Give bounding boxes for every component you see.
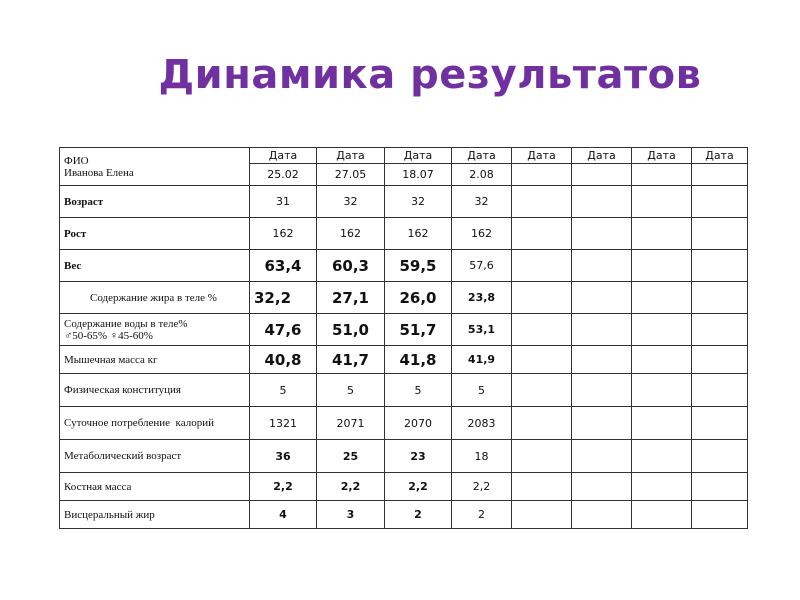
row-label-calories: Суточное потребление калорий bbox=[60, 407, 250, 440]
water-value: 47,6 bbox=[250, 314, 317, 346]
metabolic-age-value: 23 bbox=[385, 440, 452, 473]
calories-value: 2083 bbox=[452, 407, 512, 440]
table-row bbox=[60, 314, 748, 346]
age-value: 31 bbox=[250, 186, 317, 218]
date-header: Дата bbox=[452, 148, 512, 164]
page-title: Динамика результатов bbox=[158, 52, 702, 98]
calories-value: 1321 bbox=[250, 407, 317, 440]
weight-value: 59,5 bbox=[385, 250, 452, 282]
age-value: 32 bbox=[317, 186, 385, 218]
row-label-metabolic-age: Метаболический возраст bbox=[60, 440, 250, 473]
visceral-value: 3 bbox=[317, 501, 385, 529]
constitution-value: 5 bbox=[250, 374, 317, 407]
weight-value: 63,4 bbox=[250, 250, 317, 282]
constitution-value: 5 bbox=[317, 374, 385, 407]
row-label-bone: Костная масса bbox=[60, 473, 250, 501]
fat-value: 27,1 bbox=[317, 282, 385, 314]
table-row bbox=[60, 374, 748, 407]
date-header: Дата bbox=[572, 148, 632, 164]
fat-value: 32,2 bbox=[250, 282, 317, 314]
row-label-fat: Содержание жира в теле % bbox=[60, 282, 250, 314]
row-label-visceral: Висцеральный жир bbox=[60, 501, 250, 529]
table-row bbox=[60, 440, 748, 473]
date-header: Дата bbox=[512, 148, 572, 164]
date-header: Дата bbox=[317, 148, 385, 164]
weight-value: 60,3 bbox=[317, 250, 385, 282]
visceral-value: 2 bbox=[452, 501, 512, 529]
visceral-value: 4 bbox=[250, 501, 317, 529]
calories-value: 2070 bbox=[385, 407, 452, 440]
height-value: 162 bbox=[452, 218, 512, 250]
table-row bbox=[60, 473, 748, 501]
date-value: 27.05 bbox=[317, 164, 385, 186]
height-value: 162 bbox=[385, 218, 452, 250]
row-label-weight: Вес bbox=[60, 250, 250, 282]
visceral-value: 2 bbox=[385, 501, 452, 529]
table-row bbox=[60, 501, 748, 529]
date-value: 18.07 bbox=[385, 164, 452, 186]
height-value: 162 bbox=[317, 218, 385, 250]
water-value: 51,0 bbox=[317, 314, 385, 346]
water-label-line2: ♂50-65% ♀45-60% bbox=[64, 329, 153, 342]
constitution-value: 5 bbox=[452, 374, 512, 407]
table-row bbox=[60, 407, 748, 440]
fio-cell bbox=[60, 148, 250, 186]
muscle-value: 41,8 bbox=[385, 346, 452, 374]
table-row bbox=[60, 282, 748, 314]
date-value: 2.08 bbox=[452, 164, 512, 186]
bone-value: 2,2 bbox=[385, 473, 452, 501]
date-value: 25.02 bbox=[250, 164, 317, 186]
row-label-age: Возраст bbox=[60, 186, 250, 218]
fat-value: 26,0 bbox=[385, 282, 452, 314]
date-header: Дата bbox=[250, 148, 317, 164]
table-row bbox=[60, 186, 748, 218]
bone-value: 2,2 bbox=[317, 473, 385, 501]
row-label-height: Рост bbox=[60, 218, 250, 250]
calories-value: 2071 bbox=[317, 407, 385, 440]
bone-value: 2,2 bbox=[250, 473, 317, 501]
muscle-value: 40,8 bbox=[250, 346, 317, 374]
metabolic-age-value: 25 bbox=[317, 440, 385, 473]
table-row bbox=[60, 148, 748, 164]
row-label-constitution: Физическая конституция bbox=[60, 374, 250, 407]
row-label-water bbox=[60, 314, 250, 346]
metabolic-age-value: 36 bbox=[250, 440, 317, 473]
age-value: 32 bbox=[385, 186, 452, 218]
age-value: 32 bbox=[452, 186, 512, 218]
water-label-line1: Содержание воды в теле% bbox=[64, 317, 188, 330]
date-header: Дата bbox=[692, 148, 748, 164]
water-value: 51,7 bbox=[385, 314, 452, 346]
bone-value: 2,2 bbox=[452, 473, 512, 501]
row-label-muscle: Мышечная масса кг bbox=[60, 346, 250, 374]
metabolic-age-value: 18 bbox=[452, 440, 512, 473]
weight-value: 57,6 bbox=[452, 250, 512, 282]
constitution-value: 5 bbox=[385, 374, 452, 407]
water-value: 53,1 bbox=[452, 314, 512, 346]
table-row bbox=[60, 346, 748, 374]
table-row bbox=[60, 218, 748, 250]
patient-name: Иванова Елена bbox=[64, 166, 134, 179]
muscle-value: 41,7 bbox=[317, 346, 385, 374]
date-header: Дата bbox=[385, 148, 452, 164]
date-header: Дата bbox=[632, 148, 692, 164]
results-table bbox=[59, 147, 748, 529]
muscle-value: 41,9 bbox=[452, 346, 512, 374]
table-row bbox=[60, 250, 748, 282]
height-value: 162 bbox=[250, 218, 317, 250]
fio-label: ФИО bbox=[64, 154, 89, 167]
fat-value: 23,8 bbox=[452, 282, 512, 314]
